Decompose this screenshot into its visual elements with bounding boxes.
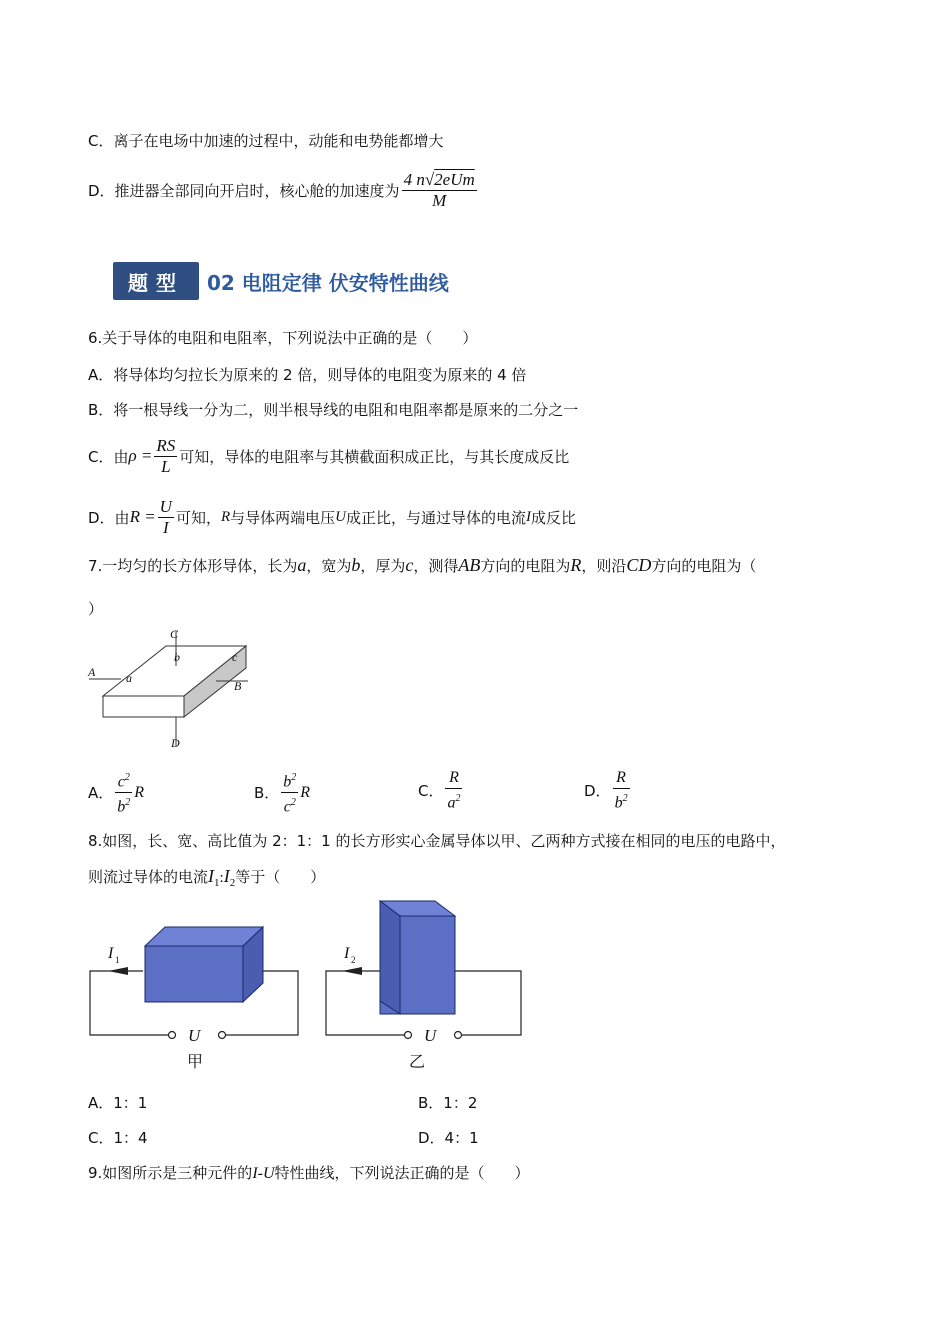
q7-opt-b-num: b bbox=[283, 773, 292, 791]
q7-var-a: a bbox=[297, 555, 307, 575]
left-terminal-1 bbox=[169, 1032, 176, 1039]
q7-opt-d-den: b bbox=[614, 794, 623, 812]
q6-d-text-c: 成正比，与通过导体的电流 bbox=[346, 508, 527, 527]
q6-d-text-d: 成反比 bbox=[531, 508, 577, 527]
q7-opt-a-num-exp: 2 bbox=[124, 772, 130, 783]
label-a-dim: a bbox=[126, 671, 132, 685]
q7-opt-b-fraction bbox=[281, 768, 298, 818]
label-i1: I bbox=[108, 945, 114, 962]
q8-var-i2: I bbox=[223, 866, 230, 886]
q7-opt-d-den-exp: 2 bbox=[622, 793, 628, 804]
q5-option-d bbox=[88, 168, 479, 212]
label-i2-sub: 2 bbox=[351, 955, 356, 965]
q7-opt-a-den-exp: 2 bbox=[125, 797, 131, 809]
q7-var-cd: CD bbox=[626, 555, 652, 575]
q6-option-a: A．将导体均匀拉长为原来的 2 倍，则导体的电阻变为原来的 4 倍 bbox=[88, 366, 527, 384]
label-i1-sub: 1 bbox=[115, 955, 120, 965]
q6-d-den: I bbox=[162, 517, 169, 537]
caption-right: 乙 bbox=[409, 1054, 426, 1071]
q7-text-e: 方向的电阻为 bbox=[480, 557, 571, 575]
q7-text-a: 7.一均匀的长方体形导体，长为 bbox=[88, 557, 298, 575]
q6-d-var-r: R bbox=[220, 508, 231, 525]
q7-option-c bbox=[418, 768, 464, 813]
q8-text-b: 等于（ ） bbox=[235, 868, 326, 886]
q7-opt-a-num: c bbox=[117, 773, 125, 791]
q6-d-num: U bbox=[159, 496, 172, 516]
q8-colon: : bbox=[219, 870, 224, 886]
q5-option-d-text: D．推进器全部同向开启时，核心舱的加速度为 bbox=[88, 181, 400, 200]
q7-stem-close: ） bbox=[88, 600, 104, 618]
q7-opt-d-fraction bbox=[613, 768, 630, 813]
q7-opt-c-den: a bbox=[447, 794, 456, 812]
q7-opt-c-den-exp: 2 bbox=[455, 793, 461, 804]
q8-var-i1: I bbox=[208, 866, 215, 886]
right-block-front bbox=[400, 916, 455, 1014]
label-d-point: D bbox=[171, 736, 180, 750]
q7-text-f: ，则沿 bbox=[581, 557, 627, 575]
q9-var-iu: I-U bbox=[252, 1165, 275, 1182]
q7-text-d: ，测得 bbox=[413, 557, 459, 575]
q7-text-b: ，宽为 bbox=[306, 557, 352, 575]
arrow-icon bbox=[108, 967, 128, 975]
q7-opt-c-fraction bbox=[445, 768, 462, 813]
q7-var-r: R bbox=[570, 555, 582, 575]
q9-text-b: 特性曲线，下列说法正确的是（ ） bbox=[274, 1164, 530, 1182]
q6-stem: 6.关于导体的电阻和电阻率，下列说法中正确的是（ ） bbox=[88, 329, 478, 347]
q7-opt-c-label: C． bbox=[418, 782, 444, 801]
q6-c-lhs: ρ = bbox=[128, 446, 153, 465]
q8-text-a: 则流过导体的电流 bbox=[88, 868, 209, 886]
q6-c-suffix: 可知，导体的电阻率与其横截面积成正比，与其长度成反比 bbox=[179, 447, 570, 466]
right-circuit-wire-right bbox=[455, 971, 521, 1035]
q7-opt-a-fraction bbox=[115, 768, 132, 818]
q6-option-d bbox=[88, 495, 576, 539]
q7-opt-b-num-exp: 2 bbox=[291, 772, 297, 783]
q6-option-c bbox=[88, 434, 569, 478]
q7-opt-c-num: R bbox=[449, 769, 459, 786]
q8-option-c: C．1：4 bbox=[88, 1129, 148, 1147]
q8-stem-line1: 8.如图，长、宽、高比值为 2：1：1 的长方形实心金属导体以甲、乙两种方式接在相同的电压的电路中， bbox=[88, 832, 786, 850]
q6-d-fraction bbox=[158, 497, 174, 538]
q7-option-a bbox=[88, 768, 144, 818]
q8-var-i2-sub: 2 bbox=[229, 877, 236, 889]
q6-d-lhs: R = bbox=[129, 507, 156, 526]
q6-option-b: B．将一根导线一分为二，则半根导线的电阻和电阻率都是原来的二分之一 bbox=[88, 401, 579, 419]
q7-var-c: c bbox=[405, 555, 414, 575]
section-badge: 题型 bbox=[113, 262, 199, 300]
q5-option-d-fraction bbox=[402, 170, 477, 211]
q6-c-den: L bbox=[161, 456, 171, 476]
q7-opt-b-label: B． bbox=[254, 784, 280, 803]
q7-opt-a-label: A． bbox=[88, 784, 114, 803]
q6-c-fraction bbox=[154, 436, 177, 477]
right-terminal-2 bbox=[455, 1032, 462, 1039]
label-b-dim: b bbox=[174, 650, 180, 664]
right-terminal-1 bbox=[405, 1032, 412, 1039]
right-block-left-face bbox=[380, 901, 400, 1014]
q8-option-d: D．4：1 bbox=[418, 1129, 479, 1147]
left-block-front bbox=[145, 946, 243, 1002]
q7-var-ab: AB bbox=[458, 555, 481, 575]
q7-opt-d-label: D． bbox=[584, 782, 611, 801]
q6-d-prefix: D．由 bbox=[88, 508, 130, 527]
slab-front-face bbox=[103, 696, 184, 717]
q7-opt-a-den: b bbox=[117, 798, 126, 816]
q8-option-a: A．1：1 bbox=[88, 1094, 148, 1112]
q8-option-b: B．1：2 bbox=[418, 1094, 478, 1112]
q7-stem bbox=[88, 555, 756, 576]
q5-d-num-n: n bbox=[416, 169, 425, 189]
label-a-point: A bbox=[88, 665, 96, 679]
q7-var-b: b bbox=[351, 555, 361, 575]
q8-var-i1-sub: 1 bbox=[214, 877, 220, 889]
caption-left: 甲 bbox=[187, 1054, 204, 1071]
label-c-dim: c bbox=[232, 650, 238, 664]
q5-d-num-coef: 4 bbox=[403, 169, 413, 189]
q7-option-d bbox=[584, 768, 632, 813]
q7-opt-b-tail: R bbox=[300, 783, 311, 801]
label-b-point: B bbox=[234, 679, 242, 693]
arrow-icon bbox=[342, 967, 362, 975]
label-i2: I bbox=[344, 945, 350, 962]
q5-d-num-radicand: 2eUm bbox=[434, 169, 475, 189]
left-terminal-2 bbox=[219, 1032, 226, 1039]
section-banner bbox=[113, 262, 449, 300]
label-u-right: U bbox=[424, 1026, 437, 1045]
q7-option-b bbox=[254, 768, 310, 818]
label-u-left: U bbox=[188, 1026, 201, 1045]
q6-c-prefix: C．由 bbox=[88, 447, 129, 466]
q5-option-c: C．离子在电场中加速的过程中，动能和电势能都增大 bbox=[88, 132, 444, 150]
q6-d-text-b: 与导体两端电压 bbox=[230, 508, 336, 527]
label-c-point: C bbox=[170, 627, 179, 641]
q7-text-c: ，厚为 bbox=[360, 557, 406, 575]
q7-slab-figure bbox=[86, 626, 266, 754]
q7-opt-a-tail: R bbox=[134, 783, 145, 801]
q7-text-g: 方向的电阻为（ bbox=[651, 557, 757, 575]
q8-stem-line2 bbox=[88, 866, 325, 889]
q6-d-var-i: I bbox=[526, 508, 532, 525]
q6-d-var-u: U bbox=[335, 508, 346, 525]
q8-circuit-figure bbox=[80, 896, 540, 1076]
q7-opt-b-den-exp: 2 bbox=[290, 797, 296, 809]
section-title: 02 电阻定律 伏安特性曲线 bbox=[207, 270, 449, 295]
q5-d-den: M bbox=[432, 190, 447, 210]
q7-opt-d-num: R bbox=[616, 769, 626, 786]
root-icon: √ bbox=[424, 169, 435, 189]
q7-opt-b-den: c bbox=[283, 798, 291, 816]
q9-stem bbox=[88, 1162, 530, 1183]
q6-d-text-a: 可知， bbox=[175, 508, 221, 527]
q6-c-num: RS bbox=[156, 435, 176, 455]
q9-text-a: 9.如图所示是三种元件的 bbox=[88, 1164, 253, 1182]
